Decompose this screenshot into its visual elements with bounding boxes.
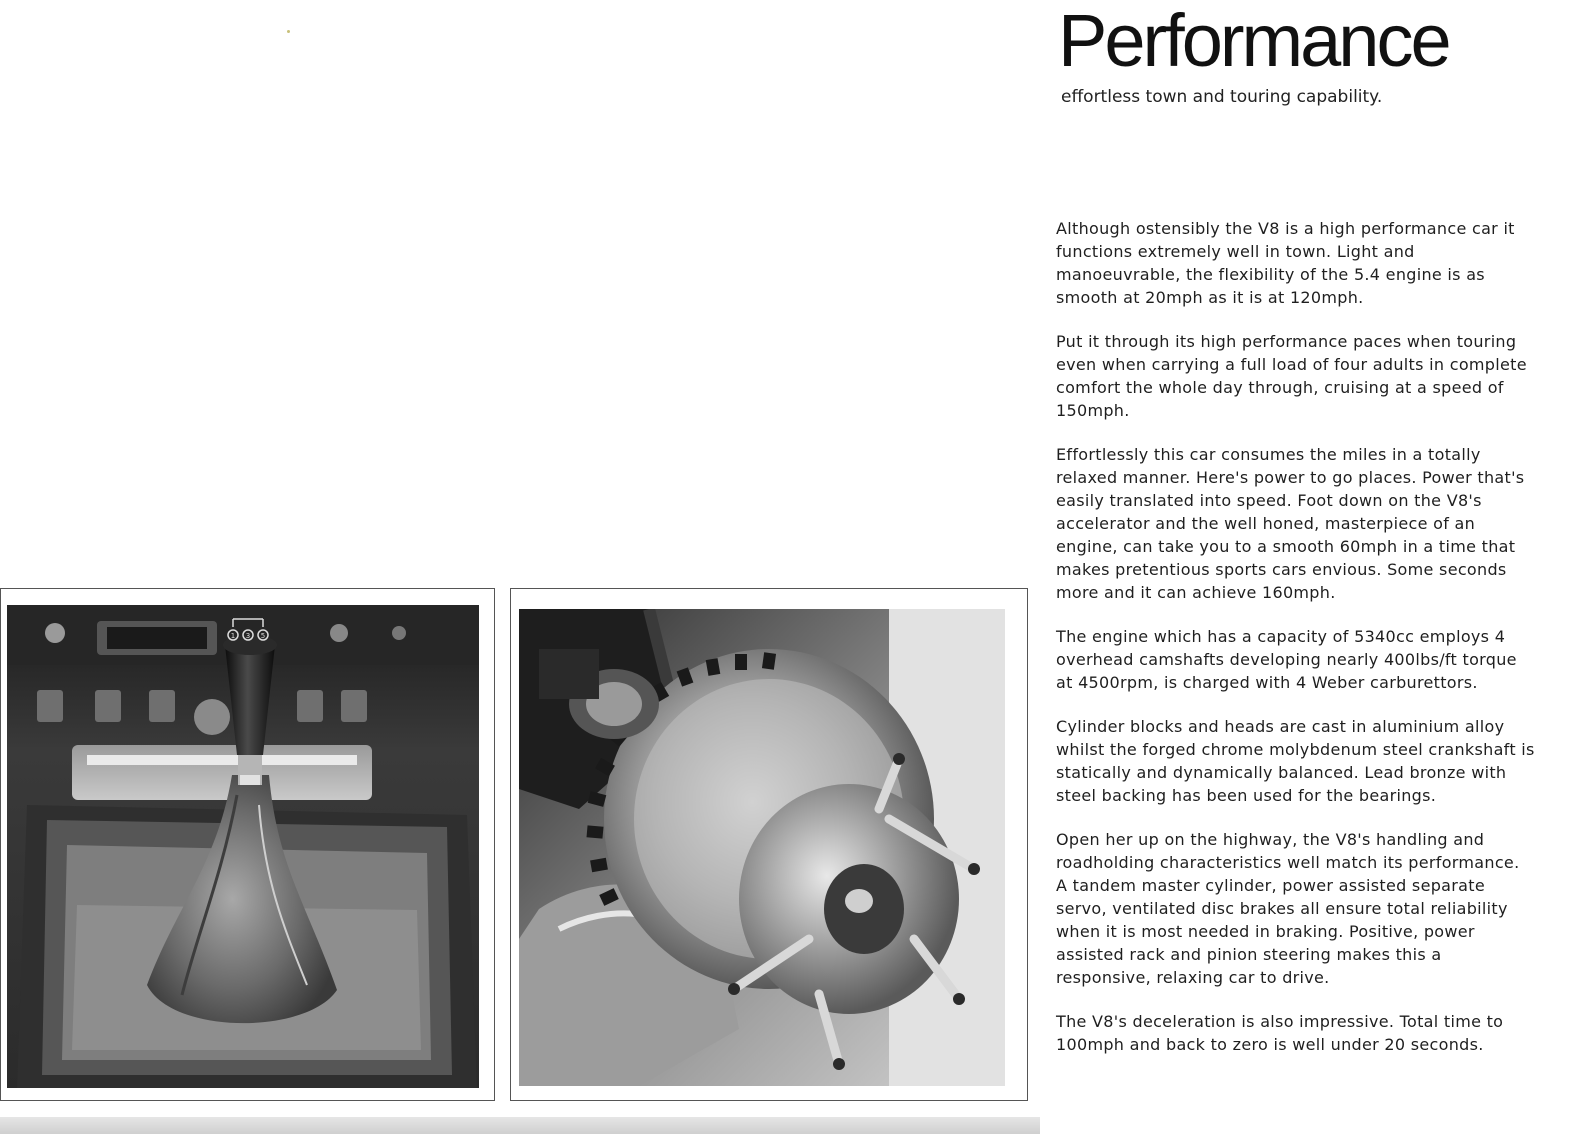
gear-lever-photo [7, 605, 479, 1088]
paragraph: The V8's deceleration is also impressive. Total time to 100mph and back to zero is well under 20 seconds. [1056, 1012, 1504, 1054]
gear-number: 5 [260, 632, 266, 640]
paragraph: Effortlessly this car consumes the miles in a totally relaxed manner. Here's power to go places. Power that's easily translated into speed. Foot down on the V8's accelerator and the well honed, masterpiece of an engine, can take you to a smooth 60mph in a time that makes pretentious sports cars envious. Some seconds more and it can achieve 160mph. [1056, 445, 1525, 602]
gear-number: 3 [245, 632, 251, 640]
paragraph: The engine which has a capacity of 5340cc employs 4 overhead camshafts developing nearly 400lbs/ft torque at 4500rpm, is charged with 4 Weber carburettors. [1056, 627, 1517, 692]
bottom-scan-edge [0, 1117, 1040, 1134]
paper-speck [287, 30, 290, 33]
paragraph: Cylinder blocks and heads are cast in aluminium alloy whilst the forged chrome molybdenum steel crankshaft is statically and dynamically balanced. Lead bronze with steel backing has been used for the bearings. [1056, 717, 1535, 805]
gear-number: 1 [230, 632, 236, 640]
page-title: Performance [1058, 0, 1449, 82]
gear-lever-photo-frame [0, 588, 495, 1101]
disc-brake-photo-frame [510, 588, 1028, 1101]
page-subtitle: effortless town and touring capability. [1061, 87, 1383, 107]
disc-brake-photo [519, 609, 1005, 1086]
body-copy [1056, 217, 1536, 1077]
paragraph: Put it through its high performance paces when touring even when carrying a full load of four adults in complete comfort the whole day through, cruising at a speed of 150mph. [1056, 332, 1527, 420]
paragraph: Open her up on the highway, the V8's handling and roadholding characteristics well match its performance. A tandem master cylinder, power assisted separate servo, ventilated disc brakes all ensure total reliability when it is most needed in braking. Positive, power assisted rack and pinion steering makes this a responsive, relaxing car to drive. [1056, 830, 1520, 987]
paragraph: Although ostensibly the V8 is a high performance car it functions extremely well in town. Light and manoeuvrable, the flexibility of the 5.4 engine is as smooth at 20mph as it is at 120mph. [1056, 219, 1515, 307]
